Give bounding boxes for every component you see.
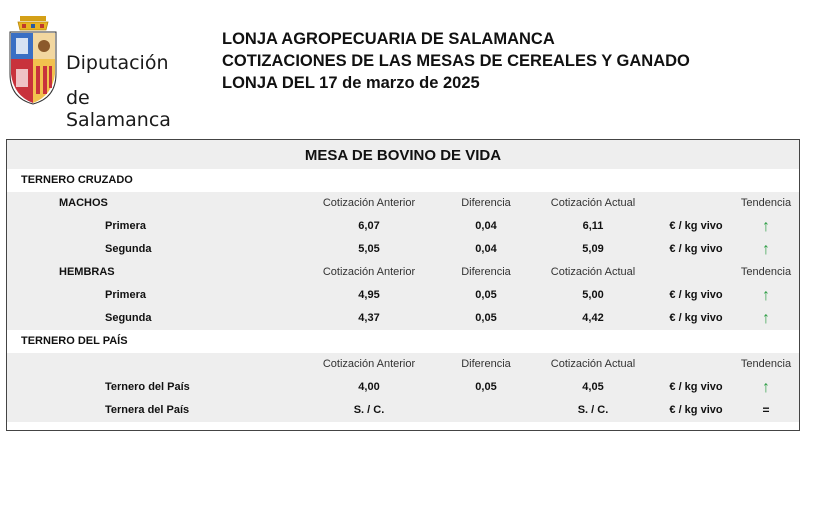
trend-up-icon: ↑ bbox=[762, 218, 770, 235]
column-header-row bbox=[7, 353, 799, 376]
col-header-diferencia: Diferencia bbox=[461, 197, 511, 209]
row-label: Primera bbox=[105, 289, 146, 301]
col-header-tendencia: Tendencia bbox=[740, 358, 792, 370]
value-diferencia: 0,04 bbox=[475, 220, 497, 232]
group-header-row bbox=[7, 261, 799, 284]
value-anterior: 5,05 bbox=[358, 243, 380, 255]
value-actual: 6,11 bbox=[582, 220, 604, 232]
document-header bbox=[222, 28, 690, 94]
group-label: HEMBRAS bbox=[59, 266, 115, 278]
header-line-1: LONJA AGROPECUARIA DE SALAMANCA bbox=[222, 30, 555, 48]
value-unit: € / kg vivo bbox=[669, 312, 723, 324]
col-header-anterior: Cotización Anterior bbox=[322, 358, 416, 370]
row-label: Segunda bbox=[105, 243, 152, 255]
value-unit: € / kg vivo bbox=[669, 243, 723, 255]
value-actual: S. / C. bbox=[577, 404, 609, 416]
section-label: TERNERO CRUZADO bbox=[21, 174, 133, 186]
table-row bbox=[7, 238, 799, 261]
table-row bbox=[7, 307, 799, 330]
header-line-2: COTIZACIONES DE LAS MESAS DE CEREALES Y GANADO bbox=[222, 52, 690, 70]
value-diferencia: 0,05 bbox=[475, 381, 497, 393]
col-header-diferencia: Diferencia bbox=[461, 358, 511, 370]
table-row bbox=[7, 376, 799, 399]
value-anterior: 4,00 bbox=[358, 381, 380, 393]
col-header-actual: Cotización Actual bbox=[550, 197, 636, 209]
trend-up-icon: ↑ bbox=[762, 241, 770, 258]
logo-text-line1: Diputación bbox=[66, 52, 169, 74]
section-row bbox=[7, 169, 799, 192]
section-label: TERNERO DEL PAÍS bbox=[21, 335, 128, 347]
group-header-row bbox=[7, 192, 799, 215]
section-row bbox=[7, 330, 799, 353]
value-actual: 5,09 bbox=[582, 243, 604, 255]
value-anterior: 6,07 bbox=[358, 220, 380, 232]
value-diferencia: 0,05 bbox=[475, 289, 497, 301]
table-row bbox=[7, 284, 799, 307]
value-anterior: 4,37 bbox=[358, 312, 380, 324]
value-unit: € / kg vivo bbox=[669, 220, 723, 232]
trend-up-icon: ↑ bbox=[762, 379, 770, 396]
value-unit: € / kg vivo bbox=[669, 404, 723, 416]
value-anterior: S. / C. bbox=[353, 404, 385, 416]
price-table-panel bbox=[6, 139, 800, 431]
col-header-actual: Cotización Actual bbox=[550, 358, 636, 370]
row-label: Segunda bbox=[105, 312, 152, 324]
trend-equal-icon: = bbox=[762, 403, 770, 417]
trend-up-icon: ↑ bbox=[762, 287, 770, 304]
col-header-tendencia: Tendencia bbox=[740, 197, 792, 209]
col-header-tendencia: Tendencia bbox=[740, 266, 792, 278]
col-header-actual: Cotización Actual bbox=[550, 266, 636, 278]
col-header-anterior: Cotización Anterior bbox=[322, 266, 416, 278]
table-row bbox=[7, 215, 799, 238]
row-label: Primera bbox=[105, 220, 146, 232]
value-unit: € / kg vivo bbox=[669, 381, 723, 393]
row-label: Ternero del País bbox=[105, 381, 190, 393]
table-row bbox=[7, 399, 799, 422]
coat-of-arms-icon bbox=[6, 14, 60, 106]
table-title: MESA DE BOVINO DE VIDA bbox=[7, 140, 799, 169]
value-actual: 4,05 bbox=[582, 381, 604, 393]
value-unit: € / kg vivo bbox=[669, 289, 723, 301]
logo-text-line2: de Salamanca bbox=[66, 87, 171, 131]
col-header-diferencia: Diferencia bbox=[461, 266, 511, 278]
header-line-3: LONJA DEL 17 de marzo de 2025 bbox=[222, 74, 480, 92]
value-actual: 4,42 bbox=[582, 312, 604, 324]
group-label: MACHOS bbox=[59, 197, 108, 209]
value-anterior: 4,95 bbox=[358, 289, 380, 301]
value-diferencia: 0,05 bbox=[475, 312, 497, 324]
value-actual: 5,00 bbox=[582, 289, 604, 301]
col-header-anterior: Cotización Anterior bbox=[322, 197, 416, 209]
diputacion-logo bbox=[6, 14, 196, 131]
row-label: Ternera del País bbox=[105, 404, 190, 416]
value-diferencia: 0,04 bbox=[475, 243, 497, 255]
trend-up-icon: ↑ bbox=[762, 310, 770, 327]
